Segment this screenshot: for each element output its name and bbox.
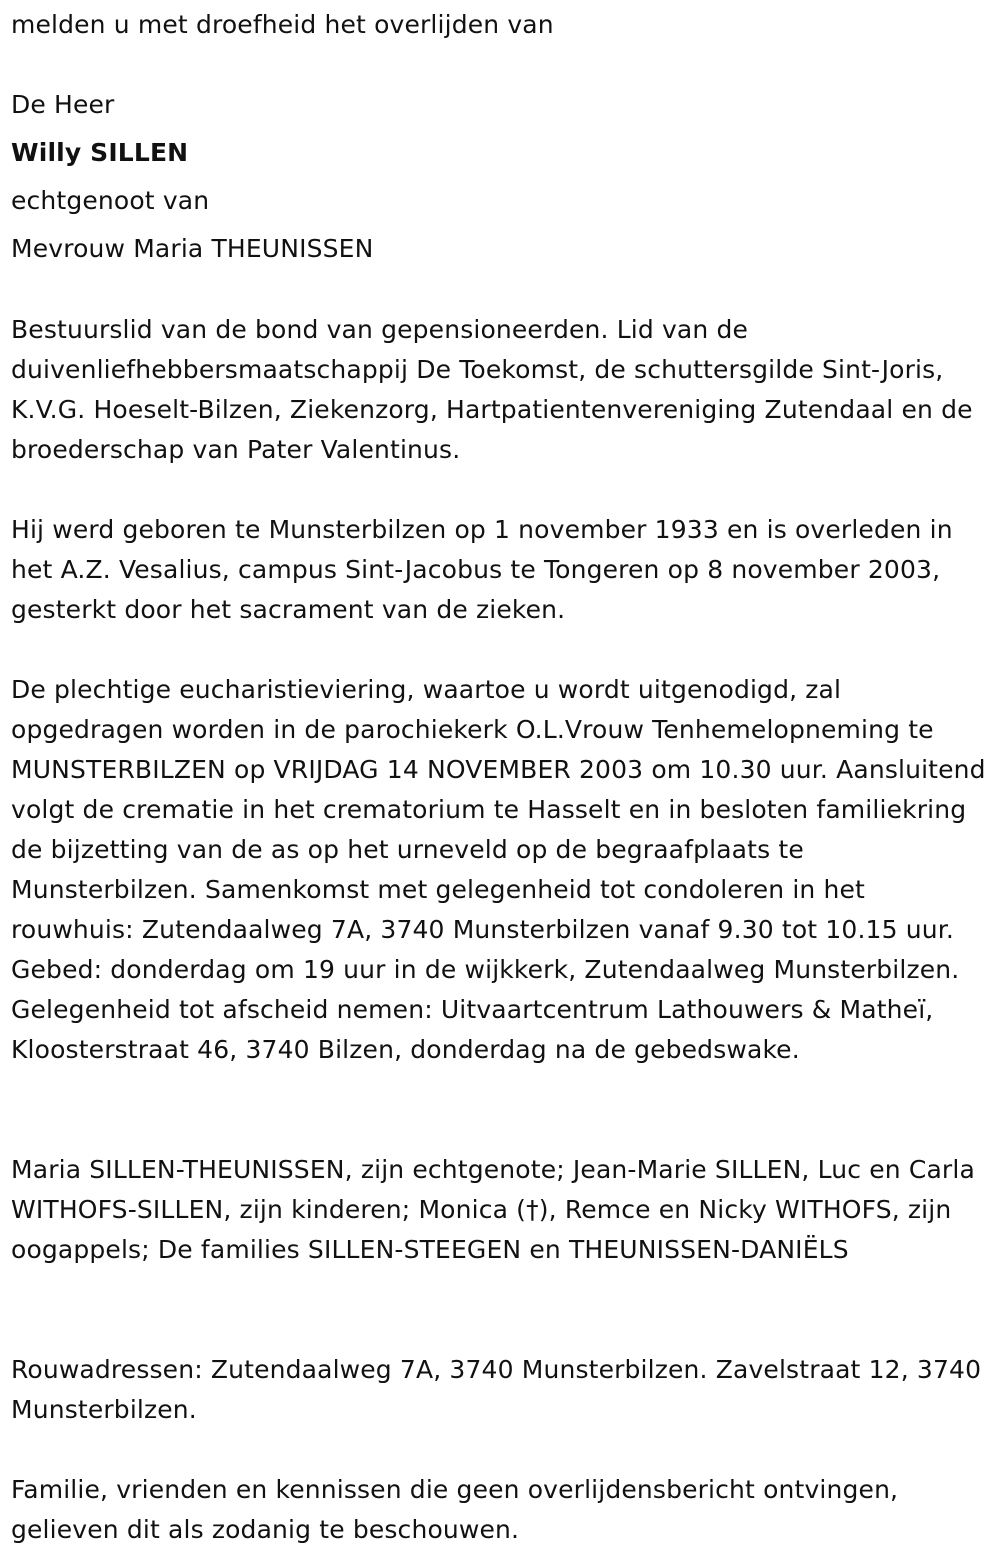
deceased-name: Willy SILLEN: [11, 138, 189, 167]
spouse-label: echtgenoot van: [11, 186, 210, 215]
spouse-name: Mevrouw Maria THEUNISSEN: [11, 234, 374, 263]
birth-death-paragraph: Hij werd geboren te Munsterbilzen op 1 november 1933 en is overleden in het A.Z. Vesalius, campus Sint-Jacobus te Tongeren op 8 november 2003, gesterkt door het sacrament van de zieken.: [11, 515, 953, 624]
ceremony-paragraph: De plechtige eucharistieviering, waartoe u wordt uitgenodigd, zal opgedragen worden in de parochiekerk O.L.Vrouw Tenhemelopneming te MUNSTERBILZEN op VRIJDAG 14 NOVEMBER 2003 om 10.30 uur. Aansluitend volgt de crematie in het crematorium te Hasselt en in besloten familiekring de bijzetting van de as op het urneveld op de begraafplaats te Munsterbilzen. Samenkomst met gelegenheid tot condoleren in het rouwhuis: Zutendaalweg 7A, 3740 Munsterbilzen vanaf 9.30 tot 10.15 uur. Gebed: donderdag om 19 uur in de wijkkerk, Zutendaalweg Munsterbilzen. Gelegenheid tot afscheid nemen: Uitvaartcentrum Lathouwers & Matheï, Kloosterstraat 46, 3740 Bilzen, donderdag na de gebedswake.: [11, 675, 986, 1064]
family-paragraph: Maria SILLEN-THEUNISSEN, zijn echtgenote; Jean-Marie SILLEN, Luc en Carla WITHOFS-SILLEN, zijn kinderen; Monica (†), Remce en Nicky WITHOFS, zijn oogappels; De families SILLEN-STEEGEN en THEUNISSEN-DANIËLS: [11, 1155, 975, 1264]
salutation: De Heer: [11, 90, 115, 119]
addresses-paragraph: Rouwadressen: Zutendaalweg 7A, 3740 Munsterbilzen. Zavelstraat 12, 3740 Munsterbilzen.: [11, 1355, 982, 1424]
closing-paragraph: Familie, vrienden en kennissen die geen overlijdensbericht ontvingen, gelieven dit als zodanig te beschouwen.: [11, 1475, 899, 1544]
memberships-paragraph: Bestuurslid van de bond van gepensioneerden. Lid van de duivenliefhebbersmaatschappij De Toekomst, de schuttersgilde Sint-Joris, K.V.G. Hoeselt-Bilzen, Ziekenzorg, Hartpatientenvereniging Zutendaal en de broederschap van Pater Valentinus.: [11, 315, 973, 464]
intro-text: melden u met droefheid het overlijden van: [11, 10, 554, 39]
